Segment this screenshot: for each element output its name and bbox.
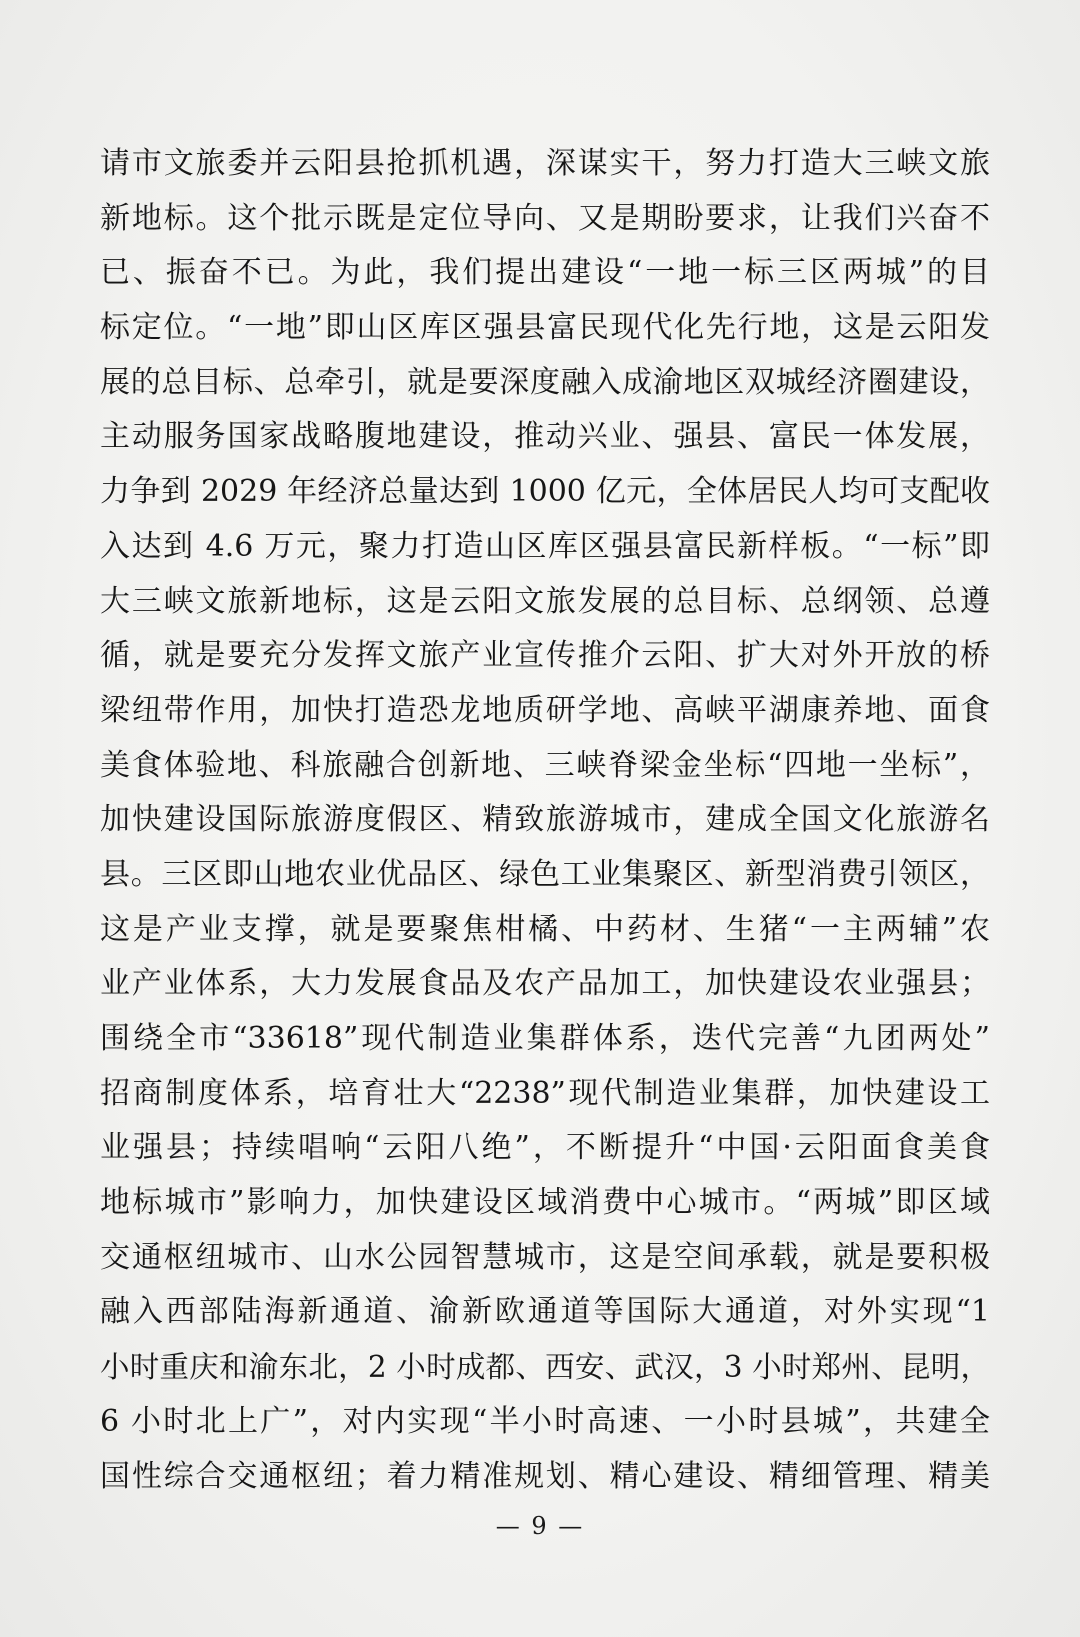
text-line: 融入西部陆海新通道、渝新欧通道等国际大通道，对外实现“1 — [100, 1294, 990, 1330]
text-line: 美食体验地、科旅融合创新地、三峡脊梁金坐标“四地一坐标”， — [100, 747, 990, 783]
text-line: 加快建设国际旅游度假区、精致旅游城市，建成全国文化旅游名 — [100, 802, 990, 838]
text-line: 招商制度体系，培育壮大“2238”现代制造业集群，加快建设工 — [100, 1075, 990, 1111]
text-line: 围绕全市“33618”现代制造业集群体系，迭代完善“九团两处” — [100, 1021, 990, 1056]
text-line: 这是产业支撑，就是要聚焦柑橘、中药材、生猪“一主两辅”农 — [100, 911, 990, 947]
text-line: 入达到 4.6 万元，聚力打造山区库区强县富民新样板。“一标”即 — [100, 528, 990, 564]
text-line: 请市文旅委并云阳县抢抓机遇，深谋实干，努力打造大三峡文旅 — [100, 146, 990, 181]
text-line: 新地标。这个批示既是定位导向、又是期盼要求，让我们兴奋不 — [100, 200, 990, 236]
text-line: 已、振奋不已。为此，我们提出建设“一地一标三区两城”的目 — [100, 255, 990, 291]
text-line: 业产业体系，大力发展食品及农产品加工，加快建设农业强县； — [100, 966, 990, 1002]
text-line: 县。三区即山地农业优品区、绿色工业集聚区、新型消费引领区， — [100, 856, 990, 892]
text-line: 展的总目标、总牵引，就是要深度融入成渝地区双城经济圈建设， — [100, 364, 990, 400]
text-line: 小时重庆和渝东北，2 小时成都、西安、武汉，3 小时郑州、昆明， — [100, 1350, 990, 1385]
text-line: 循，就是要充分发挥文旅产业宣传推介云阳、扩大对外开放的桥 — [100, 638, 990, 674]
page-number: — 9 — — [495, 1512, 585, 1540]
text-line: 地标城市”影响力，加快建设区域消费中心城市。“两城”即区域 — [100, 1185, 990, 1221]
body-text — [100, 137, 990, 1504]
text-line: 6 小时北上广”，对内实现“半小时高速、一小时县城”，共建全 — [100, 1403, 990, 1439]
text-line: 标定位。“一地”即山区库区强县富民现代化先行地，这是云阳发 — [100, 310, 990, 346]
text-line: 业强县；持续唱响“云阳八绝”，不断提升“中国·云阳面食美食 — [100, 1130, 990, 1166]
text-line: 大三峡文旅新地标，这是云阳文旅发展的总目标、总纲领、总遵 — [100, 583, 990, 619]
text-line: 主动服务国家战略腹地建设，推动兴业、强县、富民一体发展， — [100, 419, 990, 455]
text-line: 力争到 2029 年经济总量达到 1000 亿元，全体居民人均可支配收 — [100, 474, 990, 510]
text-line: 交通枢纽城市、山水公园智慧城市，这是空间承载，就是要积极 — [100, 1239, 990, 1275]
text-line: 梁纽带作用，加快打造恐龙地质研学地、高峡平湖康养地、面食 — [100, 692, 990, 728]
text-line: 国性综合交通枢纽；着力精准规划、精心建设、精细管理、精美 — [100, 1458, 990, 1494]
